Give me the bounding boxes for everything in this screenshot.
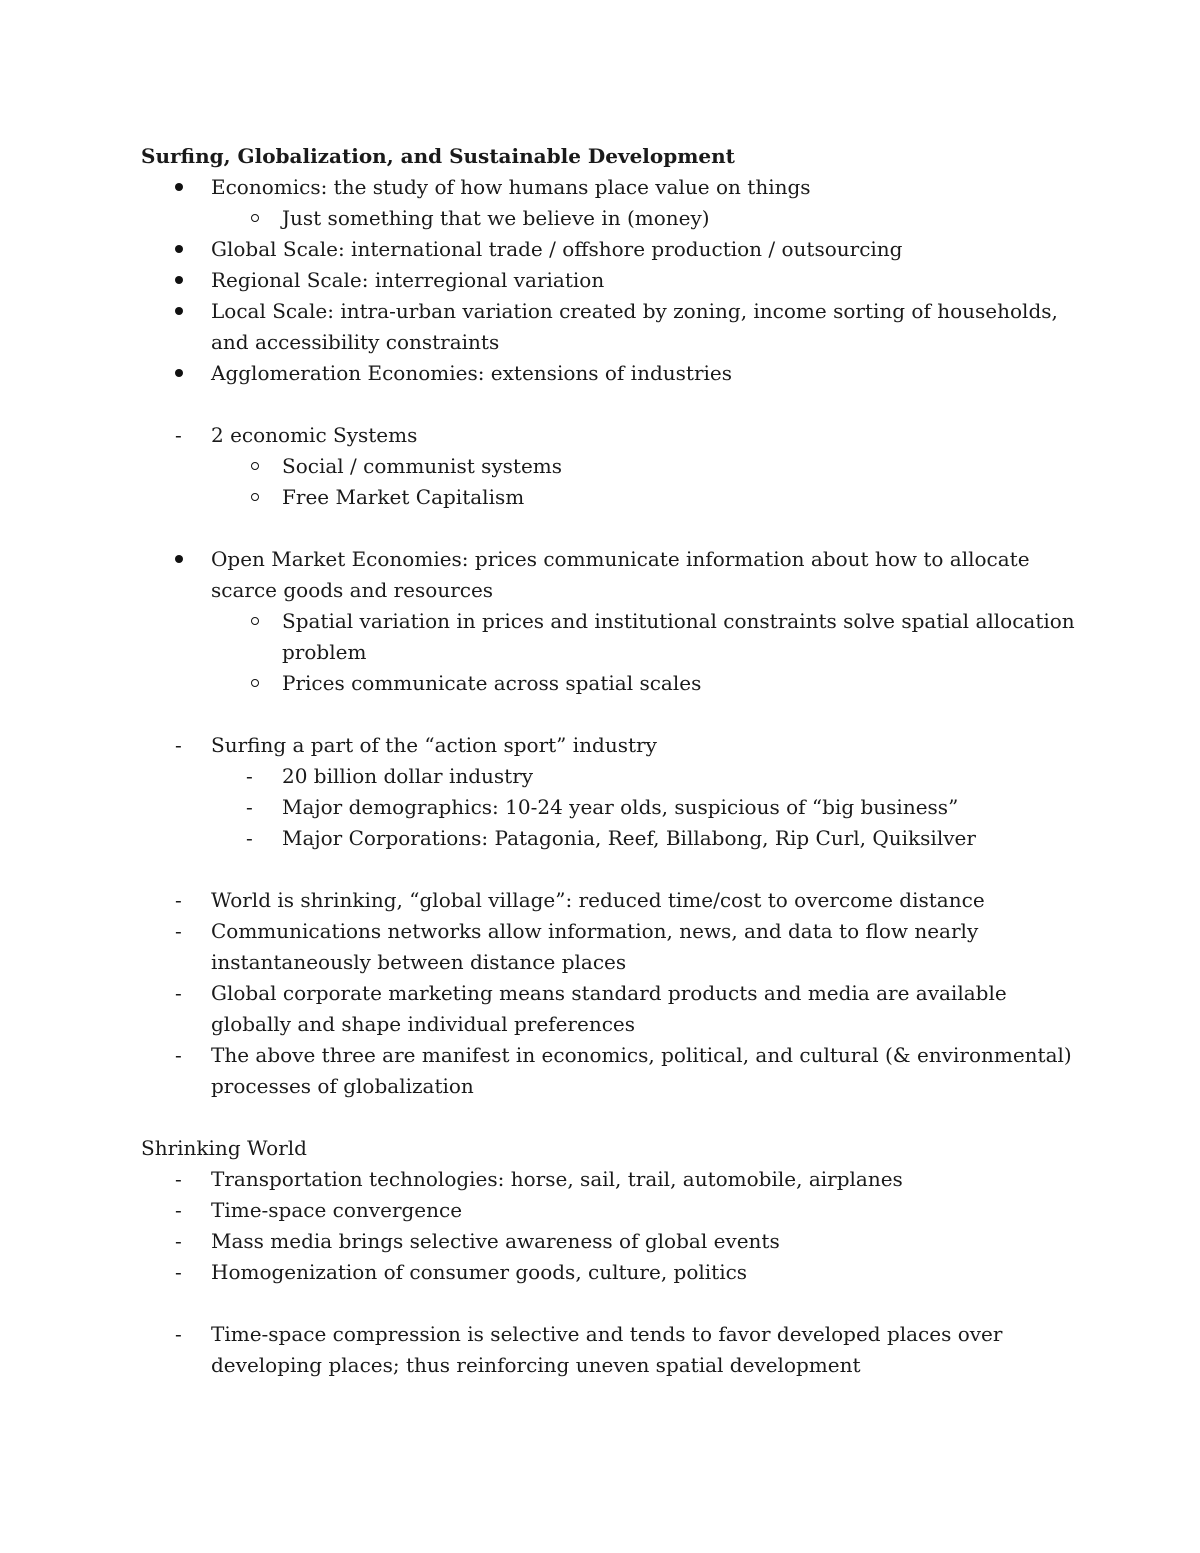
list-item: Free Market Capitalism xyxy=(141,482,1081,513)
filled-bullet-icon xyxy=(169,172,189,203)
list-item: - The above three are manifest in economics, political, and cultural (& environmental) processes of globalization xyxy=(141,1040,1081,1102)
list-item: Spatial variation in prices and institutional constraints solve spatial allocation problem xyxy=(141,606,1081,668)
dash-marker: - xyxy=(246,764,253,788)
dash-marker: - xyxy=(246,795,253,819)
filled-bullet-icon xyxy=(169,265,189,296)
list-item: - Time-space compression is selective and tends to favor developed places over developing places; thus reinforcing uneven spatial development xyxy=(141,1319,1081,1381)
section-economics xyxy=(141,172,1081,389)
hollow-bullet-icon xyxy=(245,668,265,699)
list-item: - World is shrinking, “global village”: reduced time/cost to overcome distance xyxy=(141,885,1081,916)
list-item: - Communications networks allow information, news, and data to flow nearly instantaneously between distance places xyxy=(141,916,1081,978)
dash-marker: - xyxy=(246,826,253,850)
list-item: - Major demographics: 10-24 year olds, suspicious of “big business” xyxy=(141,792,1081,823)
list-item: Regional Scale: interregional variation xyxy=(141,265,1081,296)
section-heading: Shrinking World xyxy=(141,1136,307,1160)
dash-marker: - xyxy=(175,1167,182,1191)
list-item: - Surfing a part of the “action sport” industry xyxy=(141,730,1081,761)
dash-marker: - xyxy=(175,981,182,1005)
list-item: Social / communist systems xyxy=(141,451,1081,482)
list-item: - Major Corporations: Patagonia, Reef, Billabong, Rip Curl, Quiksilver xyxy=(141,823,1081,854)
document-title: Surfing, Globalization, and Sustainable Development xyxy=(141,144,735,168)
list-item: - Homogenization of consumer goods, culture, politics xyxy=(141,1257,1081,1288)
list-item: - 2 economic Systems xyxy=(141,420,1081,451)
dash-marker: - xyxy=(175,423,182,447)
section-time-space-compression xyxy=(141,1319,1081,1381)
list-item: - Time-space convergence xyxy=(141,1195,1081,1226)
list-item: Open Market Economies: prices communicate information about how to allocate scarce goods and resources xyxy=(141,544,1081,606)
dash-marker: - xyxy=(175,1260,182,1284)
dash-marker: - xyxy=(175,1198,182,1222)
dash-marker: - xyxy=(175,1229,182,1253)
hollow-bullet-icon xyxy=(245,451,265,482)
list-item: Economics: the study of how humans place value on things xyxy=(141,172,1081,203)
list-item: - 20 billion dollar industry xyxy=(141,761,1081,792)
section-open-market xyxy=(141,544,1081,699)
filled-bullet-icon xyxy=(169,296,189,327)
section-globalization xyxy=(141,885,1081,1102)
hollow-bullet-icon xyxy=(245,606,265,637)
filled-bullet-icon xyxy=(169,358,189,389)
hollow-bullet-icon xyxy=(245,482,265,513)
dash-marker: - xyxy=(175,888,182,912)
hollow-bullet-icon xyxy=(245,203,265,234)
list-item: Agglomeration Economies: extensions of industries xyxy=(141,358,1081,389)
list-item: Prices communicate across spatial scales xyxy=(141,668,1081,699)
section-shrinking-world xyxy=(141,1164,1081,1288)
dash-marker: - xyxy=(175,1322,182,1346)
list-item: Global Scale: international trade / offshore production / outsourcing xyxy=(141,234,1081,265)
list-item: Just something that we believe in (money) xyxy=(141,203,1081,234)
document-body xyxy=(141,141,1081,1381)
filled-bullet-icon xyxy=(169,544,189,575)
list-item: Local Scale: intra-urban variation created by zoning, income sorting of households, and accessibility constraints xyxy=(141,296,1081,358)
filled-bullet-icon xyxy=(169,234,189,265)
list-item: - Mass media brings selective awareness of global events xyxy=(141,1226,1081,1257)
section-surfing-industry xyxy=(141,730,1081,854)
list-item: - Transportation technologies: horse, sail, trail, automobile, airplanes xyxy=(141,1164,1081,1195)
list-item: - Global corporate marketing means standard products and media are available globally and shape individual preferences xyxy=(141,978,1081,1040)
dash-marker: - xyxy=(175,733,182,757)
dash-marker: - xyxy=(175,1043,182,1067)
dash-marker: - xyxy=(175,919,182,943)
section-economic-systems xyxy=(141,420,1081,513)
